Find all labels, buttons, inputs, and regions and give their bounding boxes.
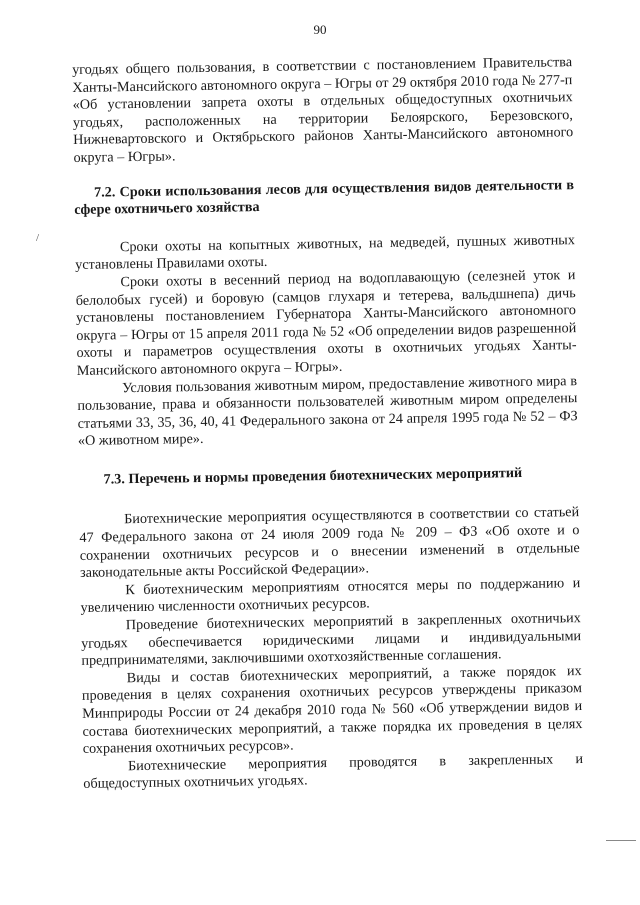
paragraph-7-2-2: Сроки охоты в весенний период на водоплавающую (селезней уток и белолобых гусей) и боровую (самцов глухаря и тетерева, вальдшнепа) дичь установлены постановлением Губернатора Ханты-Мансийского автономного округа – Югры от 15 апреля 2011 года № 52 «Об определении видов разрешенной охоты и параметров осуществления охоты в охотничьих угодьях Ханты-Мансийского автономного округа – Югры». (75, 267, 577, 379)
paragraph-7-3-5: Биотехнические мероприятия проводятся в закрепленных и общедоступных охотничьих угодьях. (83, 750, 584, 793)
paragraph-intro: угодьях общего пользования, в соответствии с постановлением Правительства Ханты-Мансийского автономного округа – Югры от 29 октября 2010 года № 277-п «Об установлении запрета охоты в отдельных общедоступных охотничьих угодьях, расположенных на территории Белоярского, Березовского, Нижневартовского и Октябрьского районов Ханты-Мансийского автономного округа – Югры». (72, 54, 574, 166)
section-heading-7-3: 7.3. Перечень и нормы проведения биотехнических мероприятий (103, 464, 523, 488)
paragraph-7-3-2: К биотехническим мероприятиям относятся меры по поддержанию и увеличению численности охотничьих ресурсов. (80, 574, 581, 617)
section-heading-7-2: 7.2. Сроки использования лесов для осуществления видов деятельности в сфере охотничьего хозяйства (74, 176, 575, 219)
paragraph-7-2-1: Сроки охоты на копытных животных, на медведей, пушных животных установлены Правилами охоты. (75, 231, 575, 274)
paragraph-7-2-3: Условия пользования животным миром, предоставление животного мира в пользование, права и обязанности пользователей животным миром определены статьями 33, 35, 36, 40, 41 Федерального закона от 24 апреля 1995 года № 52 – ФЗ «О животном мире». (77, 372, 578, 450)
page-content (72, 54, 583, 794)
page-number: 90 (313, 22, 327, 37)
margin-mark: / (36, 232, 40, 244)
paragraph-7-3-1: Биотехнические мероприятия осуществляются в соответствии со статьей 47 Федерального закона от 24 июля 2009 года № 209 – ФЗ «Об охоте и о сохранении охотничьих ресурсов и о внесении изменений в отдельные законодательные акты Российской Федерации». (79, 504, 580, 582)
paragraph-7-3-3: Проведение биотехнических мероприятий в закрепленных охотничьих угодьях обеспечивается юридическими лицами и индивидуальными предпринимателями, заключившими охотхозяйственные соглашения. (81, 610, 582, 670)
scan-edge-line (606, 840, 636, 841)
paragraph-7-3-4: Виды и состав биотехнических мероприятий, а также порядок их проведения в целях сохранения охотничьих ресурсов утверждены приказом Минприроды России от 24 декабря 2010 года № 560 «Об утверждении видов и состава биотехнических мероприятий, а также порядка их проведения в целях сохранения охотничьих ресурсов». (81, 662, 583, 758)
